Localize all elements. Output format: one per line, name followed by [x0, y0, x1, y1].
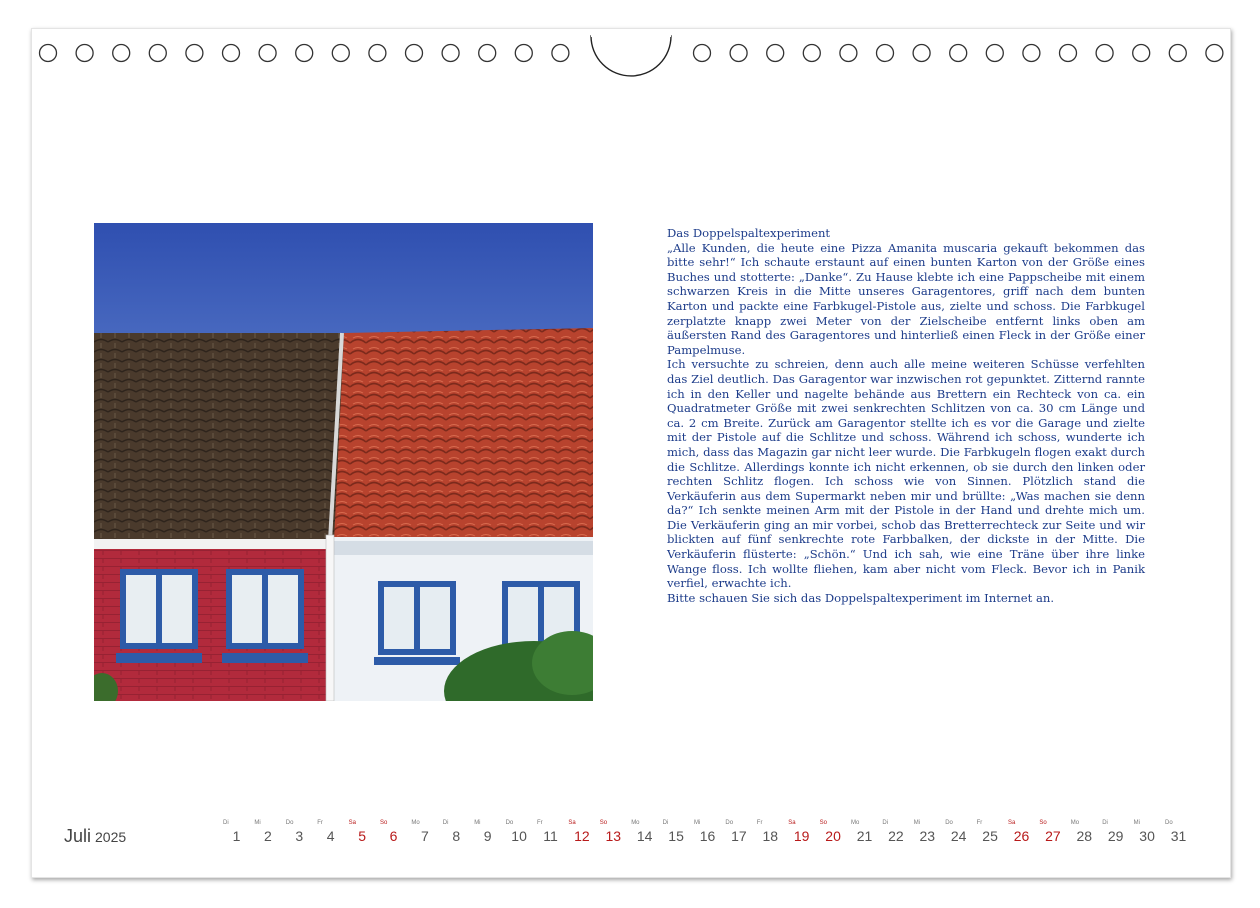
binding-ring — [149, 45, 166, 62]
hanger-notch — [591, 36, 671, 76]
binding-ring — [840, 45, 857, 62]
binding-ring — [113, 45, 130, 62]
day-number: 28 — [1076, 828, 1093, 844]
weekday-label: So — [599, 820, 608, 826]
binding-ring — [694, 45, 711, 62]
weekday-label: Mi — [913, 820, 921, 826]
weekday-label: Do — [725, 820, 734, 826]
story-paragraph: Bitte schauen Sie sich das Doppelspaltexperiment im Internet an. — [667, 590, 1055, 605]
binding-ring — [1060, 45, 1077, 62]
day-number: 26 — [1013, 828, 1030, 844]
day-cell — [629, 820, 660, 845]
day-number: 17 — [731, 828, 747, 844]
day-cell — [880, 820, 911, 845]
binding-ring — [76, 45, 93, 62]
binding-ring — [552, 45, 569, 62]
day-number: 23 — [919, 828, 936, 844]
weekday-label: Fr — [976, 820, 983, 826]
day-number: 2 — [263, 828, 272, 844]
binding-ring — [40, 45, 57, 62]
binding-ring — [803, 45, 820, 62]
day-strip — [221, 820, 1201, 850]
weekday-label: Sa — [348, 820, 356, 826]
day-number: 4 — [326, 828, 335, 844]
binding-ring — [296, 45, 313, 62]
day-number: 12 — [574, 828, 590, 844]
binding-ring — [1133, 45, 1150, 62]
day-cell — [849, 820, 880, 845]
weekday-label: Mi — [1133, 820, 1140, 826]
binding-ring — [369, 45, 386, 62]
weekday-label: Di — [442, 820, 449, 826]
binding-ring — [186, 45, 203, 62]
day-number: 24 — [950, 828, 967, 844]
day-cell — [786, 820, 817, 845]
day-number: 6 — [389, 828, 398, 844]
weekday-label: Do — [285, 820, 294, 826]
day-number: 18 — [762, 828, 779, 844]
day-number: 25 — [982, 828, 998, 844]
weekday-label: Do — [505, 820, 514, 826]
month-label — [64, 826, 126, 847]
day-cell — [818, 820, 849, 845]
weekday-label: So — [1039, 820, 1047, 826]
binding-ring — [1206, 45, 1223, 62]
day-cell — [535, 820, 566, 845]
binding-ring — [442, 45, 459, 62]
day-number: 19 — [793, 828, 810, 844]
binding-ring — [913, 45, 930, 62]
binding-ring — [1169, 45, 1186, 62]
day-number: 5 — [358, 828, 366, 844]
binding-ring — [479, 45, 496, 62]
weekday-label: Mo — [631, 820, 640, 826]
day-cell — [441, 820, 472, 845]
weekday-label: Do — [1165, 820, 1173, 826]
day-number: 10 — [511, 828, 527, 844]
story-text — [667, 226, 1145, 605]
binding-ring — [1023, 45, 1040, 62]
weekday-label: Mo — [1070, 820, 1080, 826]
weekday-label: Sa — [568, 820, 576, 826]
year-label: 2025 — [95, 829, 127, 845]
day-number: 7 — [420, 828, 429, 844]
weekday-label: So — [819, 820, 827, 826]
day-number: 29 — [1107, 828, 1124, 844]
day-number: 21 — [856, 828, 873, 844]
binding-ring — [950, 45, 967, 62]
day-cell — [409, 820, 440, 845]
day-cell — [975, 820, 1006, 845]
binding-ring — [1096, 45, 1113, 62]
weekday-label: Fr — [317, 820, 323, 826]
day-cell — [723, 820, 754, 845]
day-cell — [1069, 820, 1100, 845]
weekday-label: Di — [882, 820, 889, 826]
day-cell — [1100, 820, 1131, 845]
weekday-label: Sa — [788, 820, 796, 826]
day-number: 3 — [295, 828, 304, 844]
day-cell — [598, 820, 629, 845]
weekday-label: Fr — [537, 820, 543, 826]
day-cell — [692, 820, 723, 845]
binding-ring — [767, 45, 784, 62]
story-title: Das Doppelspaltexperiment — [667, 226, 831, 240]
binding-ring — [986, 45, 1003, 62]
day-number: 8 — [452, 828, 461, 844]
day-cell — [347, 820, 378, 845]
day-cell — [252, 820, 283, 845]
day-number: 27 — [1045, 828, 1061, 844]
day-number: 16 — [699, 828, 716, 844]
story-paragraph: „Alle Kunden, die heute eine Pizza Amanita muscaria gekauft bekommen das bitte sehr!“ Ich schaute erstaunt auf einen bunten Karton von der Größe eines Buches und stotterte: „Danke“. Zu Hause klebte ich eine Pappscheibe mit einem schwarzen Kreis in die Mitte unseres Garagentores, griff nach dem bunten Karton und packte eine Farbkugel-Pistole aus, zielte und schoss. Die Farbkugel zerplatzte knapp zwei Meter von der Zielscheibe entfernt links oben am äußersten Rand des Garagentores und hinterließ einen Fleck in der Größe einer Pampelmuse. — [667, 240, 1145, 357]
binding-ring — [515, 45, 532, 62]
weekday-label: Do — [945, 820, 953, 826]
day-cell — [472, 820, 503, 845]
day-number: 30 — [1139, 828, 1155, 844]
day-cell — [284, 820, 315, 845]
day-number: 9 — [483, 828, 492, 844]
day-cell — [1006, 820, 1037, 845]
binding-rings — [0, 0, 1260, 110]
weekday-label: So — [380, 820, 388, 826]
binding-ring — [730, 45, 747, 62]
weekday-label: Mo — [851, 820, 860, 826]
day-cell — [1163, 820, 1194, 845]
binding-ring — [406, 45, 423, 62]
day-number: 13 — [605, 828, 622, 844]
day-cell — [504, 820, 535, 845]
day-cell — [912, 820, 943, 845]
day-cell — [943, 820, 974, 845]
weekday-label: Di — [223, 820, 229, 826]
weekday-label: Di — [1102, 820, 1108, 826]
binding-ring — [877, 45, 894, 62]
weekday-label: Mo — [411, 820, 420, 826]
month-name: Juli — [64, 826, 92, 846]
day-number: 31 — [1170, 828, 1187, 844]
weekday-label: Fr — [756, 820, 763, 826]
day-cell — [378, 820, 409, 845]
binding-ring — [259, 45, 276, 62]
binding-ring — [332, 45, 349, 62]
day-number: 15 — [668, 828, 684, 844]
binding-ring — [223, 45, 240, 62]
weekday-label: Di — [662, 820, 669, 826]
day-cell — [566, 820, 597, 845]
day-number: 22 — [888, 828, 904, 844]
day-number: 20 — [825, 828, 841, 844]
day-cell — [661, 820, 692, 845]
houses-photo — [94, 223, 593, 701]
weekday-label: Mi — [694, 820, 701, 826]
day-cell — [755, 820, 786, 845]
day-number: 11 — [543, 828, 558, 844]
day-cell — [1132, 820, 1163, 845]
story-paragraph: Ich versuchte zu schreien, denn auch alle meine weiteren Schüsse verfehlten das Ziel deutlich. Das Garagentor war inzwischen rot gepunktet. Zitternd rannte ich in den Keller und nagelte behände aus Brettern ein Rechteck von ca. ein Quadratmeter Größe mit zwei senkrechten Schlitzen von ca. 30 cm Länge und ca. 2 cm Breite. Zurück am Garagentor stellte ich es vor die Garage und zielte mit der Pistole auf die Schlitze und schoss. Während ich schoss, wunderte ich mich, dass das Magazin gar nicht leer wurde. Die Farbkugeln flogen exakt durch die Schlitze. Allerdings konnte ich nicht erkennen, ob sie durch den linken oder rechten Schlitz flogen. Ich schoss wie von Sinnen. Plötzlich stand die Verkäuferin aus dem Supermarkt neben mir und brüllte: „Was machen sie denn da?“ Ich senkte meinen Arm mit der Pistole in der Hand und drehte mich um. Die Verkäuferin ging an mir vorbei, schob das Bretterrechteck zur Seite und wir blickten auf fünf senkrechte rote Farbbalken, der dickste in der Mitte. Die Verkäuferin flüsterte: „Schön.“ Und ich sah, wie eine Träne über ihre linke Wange floss. Ich wollte fliehen, kam aber nicht vom Fleck. Bevor ich in Panik verfiel, erwachte ich. — [667, 357, 1145, 591]
day-cell — [1037, 820, 1068, 845]
day-number: 1 — [232, 828, 241, 844]
day-cell — [221, 820, 252, 845]
day-cell — [315, 820, 346, 845]
weekday-label: Mi — [474, 820, 481, 826]
day-number: 14 — [636, 828, 653, 844]
weekday-label: Mi — [254, 820, 261, 826]
weekday-label: Sa — [1008, 820, 1016, 826]
